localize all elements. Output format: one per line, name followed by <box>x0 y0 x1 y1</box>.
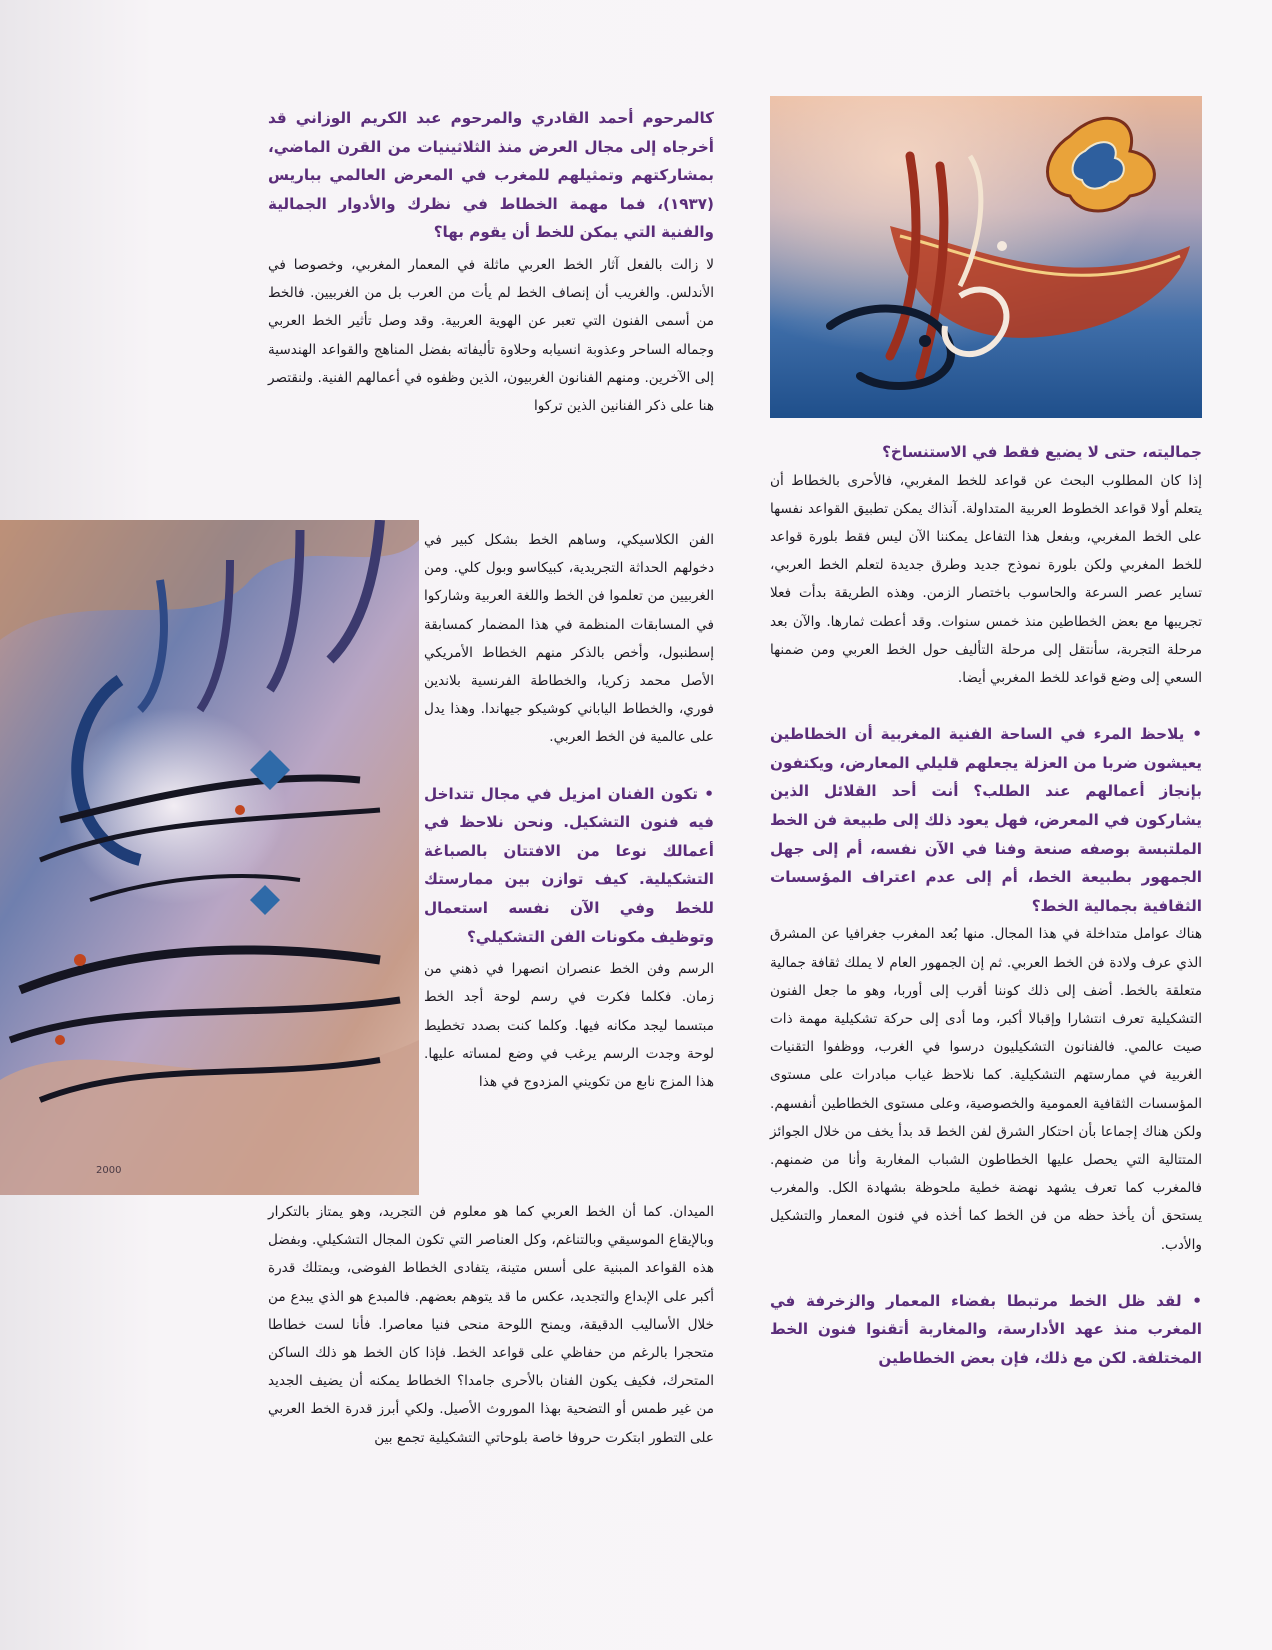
artwork-signature-year: 2000 <box>96 1165 122 1176</box>
calligraphy-painting-left <box>0 520 419 1195</box>
answer-paragraph: الفن الكلاسيكي، وساهم الخط بشكل كبير في دخولهم الحداثة التجريدية، كبيكاسو وبول كلي. ومن الغربيين من تعلموا فن الخط واللغة العربية وشاركوا في المسابقات المنظمة في هذا المضمار كمسابقة إسطنبول، وأخص بالذكر منهم الخطاط الأمريكي الأصل محمد زكريا، والخطاطة الفرنسية بلاندين فوري، والخطاط الياباني كوشيكو جيهاندا. وهذا يدل على عالمية فن الخط العربي. <box>424 532 714 746</box>
bullet-icon: • <box>1184 725 1203 744</box>
article-column-right <box>770 438 1202 1373</box>
bullet-icon: • <box>1181 1291 1202 1310</box>
bullet-icon: • <box>697 784 714 803</box>
interview-question <box>770 1287 1202 1373</box>
answer-paragraph: الرسم وفن الخط عنصران انصهرا في ذهني من زمان. فكلما فكرت في رسم لوحة أجد الخط مبتسما ليجد مكانه فيها. وكلما كنت بصدد تخطيط لوحة وجدت الرسم يرغب في وضع لمساته عليها. هذا المزج نابع من تكويني المزدوج في هذا <box>424 961 714 1090</box>
interview-question <box>424 780 714 952</box>
article-column-left-top <box>268 104 714 420</box>
answer-paragraph: الميدان. كما أن الخط العربي كما هو معلوم فن التجريد، وهو يمتاز بالتكرار وبالإيقاع الموسيقي وبالتناغم، وكل العناصر التي تكون المجال التشكيلي. وبفضل هذه القواعد المبنية على أسس متينة، يتفادى الخطاط الفوضى، ويمتلك قدرة أكبر على الإبداع والتجديد، عكس ما قد يتوهم بعضهم. فالمبدع هو الذي يبدع من خلال الأساليب الدقيقة، ويمنح اللوحة منحى فنيا معاصرا. فأنا لست خطاطا متحجرا بالرغم من حفاظي على قواعد الخط. فإذا كان الخط هو ذلك الساكن المتحرك، فكيف يكون الفنان بالأحرى جامدا؟ الخطاط يمكنه أن يضيف الجديد من غير طمس أو التضحية بهذا الموروث الأصيل. ولكي أبرز قدرة الخط العربي على التطور ابتكرت حروفا خاصة بلوحاتي التشكيلية تجمع بين <box>268 1204 714 1446</box>
question-text: يلاحظ المرء في الساحة الفنية المغربية أن الخطاطين يعيشون ضربا من العزلة يجعلهم قليلي المعارض، ويكتفون بإنجاز أعمالهم عند الطلب؟ أنت أحد القلائل الذين يشاركون في المعرض، فهل يعود ذلك إلى طبيعة فن الخط الملتبسة بوصفه صنعة وفنا في الآن نفسه، أم إلى جهل الجمهور بطبيعة الخط، أم إلى عدم اعتراف المؤسسات الثقافية بجمالية الخط؟ <box>770 725 1202 915</box>
interview-question: جماليته، حتى لا يضيع فقط في الاستنساخ؟ <box>882 443 1202 461</box>
article-column-middle <box>424 526 714 1096</box>
article-column-left-bottom <box>268 1198 714 1452</box>
question-text: تكون الفنان امزيل في مجال تتداخل فيه فنون التشكيل. ونحن نلاحظ في أعمالك نوعا من الافتتان بالصباغة التشكيلية. كيف توازن بين ممارستك للخط وفي الآن نفسه استعمال وتوظيف مكونات الفن التشكيلي؟ <box>424 784 714 946</box>
answer-paragraph: إذا كان المطلوب البحث عن قواعد للخط المغربي، فالأحرى بالخطاط أن يتعلم أولا قواعد الخطوط العربية المتداولة. آنذاك يمكن تطبيق القواعد نفسها على الخط المغربي، وبفعل هذا التفاعل يمكننا الآن ليس فقط بلورة قواعد للخط المغربي ولكن بلورة نموذج جديد وطرق جديدة لتعلم الخط العربي، تساير عصر السرعة والحاسوب باختصار الزمن. وهذه الطريقة بدأت فعلا تجريبها مع بعض الخطاطين منذ خمس سنوات. وقد أعطت ثمارها. والآن بعد مرحلة التجربة، سأنتقل إلى مرحلة التأليف حول الخط العربي ومن ضمنها السعي إلى وضع قواعد للخط المغربي أيضا. <box>770 472 1202 687</box>
calligraphy-painting-top <box>770 96 1202 418</box>
question-text: لقد ظل الخط مرتبطا بفضاء المعمار والزخرفة في المغرب منذ عهد الأدارسة، والمغاربة أتقنوا فنون الخط المختلفة. لكن مع ذلك، فإن بعض الخطاطين <box>770 1291 1202 1367</box>
interview-question <box>770 720 1202 920</box>
answer-paragraph: لا زالت بالفعل آثار الخط العربي ماثلة في المعمار المغربي، وخصوصا في الأندلس. والغريب أن إنصاف الخط لم يأت من العرب بل من الغربيين. فالخط من أسمى الفنون التي تعبر عن الهوية العربية. وقد وصل تأثير الخط العربي وجماله الساحر وعذوبة انسيابه وحلاوة تأليفاته بفضل المناهج والقواعد الهندسية إلى الآخرين. ومنهم الفنانون الغربيون، الذين وظفوه في أعمالهم الفنية. ولنقتصر هنا على ذكر الفنانين الذين تركوا <box>268 256 714 414</box>
answer-paragraph: هناك عوامل متداخلة في هذا المجال. منها بُعد المغرب جغرافيا عن المشرق الذي عرف ولادة فن الخط العربي. ثم إن الجمهور العام لا يملك ثقافة جمالية متعلقة بالخط. أضف إلى ذلك كوننا أقرب إلى أوربا، وهو ما جعل الفنون التشكيلية تعرف انتشارا وإقبالا أكبر، وما أدى إلى حركة تشكيلية مهمة ذات صيت عالمي. فالفنانون التشكيليون درسوا في الغرب، ووظفوا التقنيات الغربية في ممارستهم التشكيلية. كما نلاحظ غياب مبادرات على مستوى المؤسسات الثقافية العمومية والخصوصية، وعلى مستوى الخطاطين أنفسهم. ولكن هناك إجماعا بأن احتكار الشرق لفن الخط قد بدأ يخف من خلال الجوائز المتتالية التي يحصل عليها الخطاطون الشباب المغاربة وأنا من ضمنهم. فالمغرب كما تعرف يشهد نهضة خطية ملحوظة بشهادة الكل. والمغرب يستحق أن يأخذ حظه من فن الخط كما أخذه في فنون المعمار والتشكيل والأدب. <box>770 926 1202 1253</box>
interview-question: كالمرحوم أحمد القادري والمرحوم عبد الكريم الوزاني قد أخرجاه إلى مجال العرض منذ الثلاثينيات من القرن الماضي، بمشاركتهم وتمثيلهم للمغرب في المعرض العالمي بباريس (١٩٣٧)، فما مهمة الخطاط في نظرك والأدوار الجمالية والفنية التي يمكن للخط أن يقوم بها؟ <box>268 109 714 242</box>
